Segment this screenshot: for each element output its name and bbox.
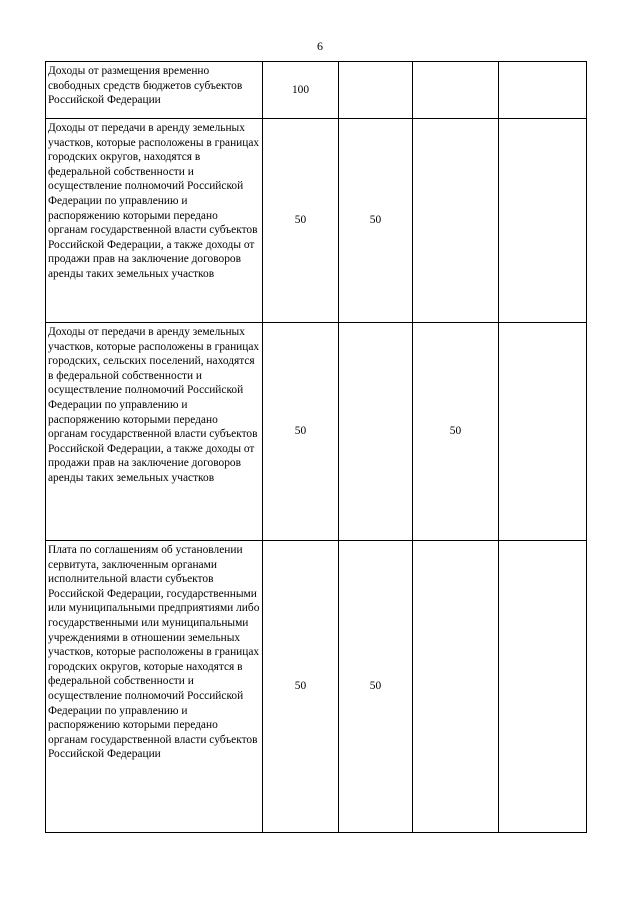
share-cell: 50 [263, 119, 339, 323]
share-cell: 50 [263, 541, 339, 833]
share-cell: 50 [339, 541, 413, 833]
revenue-description: Доходы от передачи в аренду земельных участков, которые расположены в границах городских, сельских поселений, находятся в федеральной собственности и осуществление полномочий Российской Федерации по управлению и распоряжению которыми передано органам государственной власти субъектов Российской Федерации, а также доходы от продажи прав на заключение договоров аренды таких земельных участков [46, 323, 263, 541]
share-cell [499, 323, 587, 541]
share-cell: 100 [263, 62, 339, 119]
revenue-description: Плата по соглашениям об установлении сервитута, заключенным органами исполнительной власти субъектов Российской Федерации, государственными или муниципальными предприятиями либо государственными или муниципальными учреждениями в отношении земельных участков, которые расположены в границах городских округов, которые находятся в федеральной собственности и осуществление полномочий Российской Федерации по управлению и распоряжению которыми передано органам государственной власти субъектов Российской Федерации [46, 541, 263, 833]
share-cell: 50 [339, 119, 413, 323]
table-row [46, 541, 587, 833]
page-number: 6 [317, 39, 323, 53]
revenue-description: Доходы от размещения временно свободных средств бюджетов субъектов Российской Федерации [46, 62, 263, 119]
table-row [46, 323, 587, 541]
share-cell: 50 [263, 323, 339, 541]
table-row [46, 119, 587, 323]
share-cell [413, 119, 499, 323]
share-cell [339, 62, 413, 119]
share-cell [339, 323, 413, 541]
share-cell [499, 119, 587, 323]
table-row [46, 62, 587, 119]
share-cell [499, 62, 587, 119]
share-cell [413, 62, 499, 119]
share-cell: 50 [413, 323, 499, 541]
revenue-description: Доходы от передачи в аренду земельных участков, которые расположены в границах городских округов, находятся в федеральной собственности и осуществление полномочий Российской Федерации по управлению и распоряжению которыми передано органам государственной власти субъектов Российской Федерации, а также доходы от продажи прав на заключение договоров аренды таких земельных участков [46, 119, 263, 323]
share-cell [413, 541, 499, 833]
share-cell [499, 541, 587, 833]
revenue-distribution-table [45, 61, 587, 833]
